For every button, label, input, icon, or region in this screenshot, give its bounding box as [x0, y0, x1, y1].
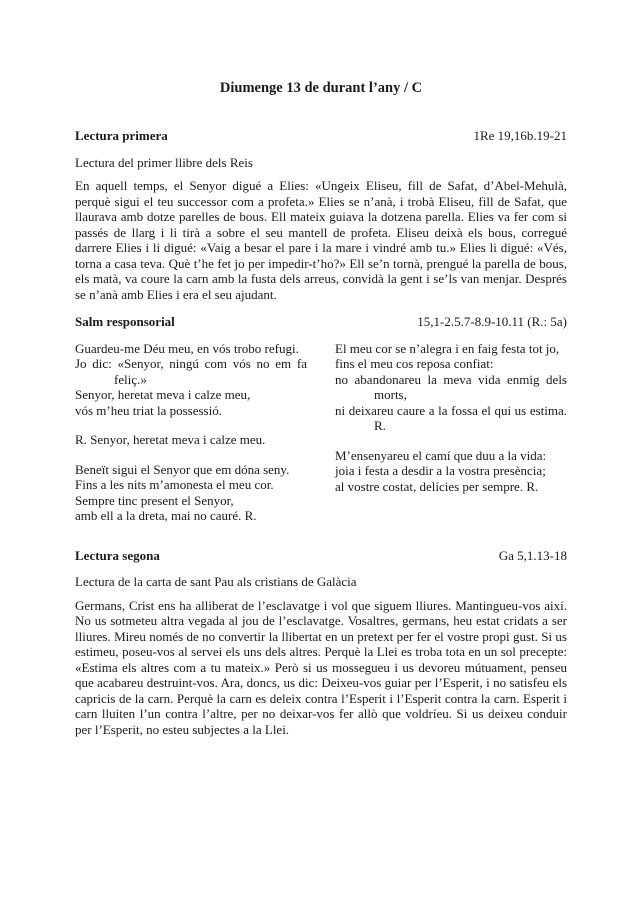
psalm-stanza [335, 448, 567, 495]
verse-line: Beneït sigui el Senyor que em dóna seny. [75, 461, 290, 477]
second-reading-source: Lectura de la carta de sant Pau als cristians de Galàcia [75, 574, 357, 589]
verse-line: Fins a les nits m’amonesta el meu cor. [75, 477, 274, 492]
first-reading-heading-row [75, 128, 567, 144]
first-reading-reference: 1Re 19,16b.19-21 [473, 128, 567, 143]
verse-line: fins el meu cos reposa confiat: [335, 356, 494, 371]
verse-line: al vostre costat, delícies per sempre. R. [335, 478, 539, 494]
first-reading-body: En aquell temps, el Senyor digué a Elies: «Ungeix Eliseu, fill de Safat, d’Abel-Mehulà, perquè sigui el teu successor com a profeta.» Elies se n’anà, i trobà Eliseu, fill de Safat, que llaurava amb dotze parelles de bous. Ell mateix guiava la dotzena parella. Elies va fer com si passés de llarg i li tirà a sobre el seu mantell de profeta. Eliseu deixà els bous, corregué darrere Elies i li digué: «Vaig a besar el pare i la mare i vindré amb tu.» Elies li digué: «Vés, torna a casa teva. Què t’he fet jo per impedir-t’ho?» Ell se’n tornà, prengué la parella de bous, els matà, va coure la carn amb la fusta dels arreus, convidà la gent i se’ls van menjar. Després se n’anà amb Elies i era el seu ajudant. [75, 178, 567, 302]
verse-line: no abandonareu la meva vida enmig dels morts, [335, 371, 567, 402]
psalm-heading-row [75, 314, 567, 330]
verse-line: El meu cor se n’alegra i en faig festa tot jo, [335, 340, 560, 356]
verse-line: Senyor, heretat meva i calze meu, [75, 387, 251, 402]
second-reading-body: Germans, Crist ens ha alliberat de l’esclavatge i vol que siguem lliures. Mantingueu-vos així. No us sotmeteu altra vegada al jou de l’esclavatge. Vosaltres, germans, heu estat cridats a ser lliures. Mireu només de no convertir la llibertat en un pretext per fer el vostre propi gust. Si us estimeu, poseu-vos al servei els uns dels altres. Perquè la Llei es troba tota en un sol precepte: «Estima els altres com a tu mateix.» Però si us mossegueu i us devoreu mútuament, penseu que acabareu destruint-vos. Ara, doncs, us dic: Deixeu-vos guiar per l’Esperit, i no satisfeu els capricis de la carn. Perquè la carn es deleix contra l’Esperit i l’Esperit contra la carn. Esperit i carn lluiten l’un contra l’altre, per no deixar-vos fer allò que voldríeu. Si us deixeu conduir per l’Esperit, no esteu subjectes a la Llei. [75, 597, 567, 737]
first-reading-source: Lectura del primer llibre dels Reis [75, 154, 253, 170]
psalm-reference: 15,1-2.5.7-8.9-10.11 (R.: 5a) [417, 314, 567, 329]
psalm-stanza [335, 341, 567, 434]
psalm-response [75, 432, 307, 448]
verse-line: Guardeu-me Déu meu, en vós trobo refugi. [75, 340, 299, 356]
section-first-reading [75, 128, 567, 302]
psalm-right-column [335, 341, 567, 524]
verse-line: joia i festa a desdir a la vostra presència; [335, 463, 546, 478]
section-psalm [75, 314, 567, 524]
verse-line: Sempre tinc present el Senyor, [75, 492, 234, 508]
verse-line: vós m’heu triat la possessió. [75, 402, 222, 418]
verse-line: M’ensenyareu el camí que duu a la vida: [335, 447, 547, 463]
section-second-reading [75, 548, 567, 738]
second-reading-reference: Ga 5,1.13-18 [498, 547, 567, 563]
psalm-columns [75, 341, 567, 524]
first-reading-heading: Lectura primera [75, 128, 168, 143]
verse-line: Jo dic: «Senyor, ningú com vós no em fa feliç.» [75, 356, 307, 387]
second-reading-heading-row [75, 548, 567, 564]
second-reading-heading: Lectura segona [75, 547, 160, 563]
psalm-stanza [75, 462, 307, 524]
verse-line: ni deixareu caure a la fossa el qui us estima. R. [335, 402, 567, 433]
verse-line: amb ell a la dreta, mai no cauré. R. [75, 508, 257, 523]
verse-line: R. Senyor, heretat meva i calze meu. [75, 432, 266, 447]
psalm-stanza [75, 341, 307, 419]
page-title: Diumenge 13 de durant l’any / C [219, 80, 423, 96]
psalm-heading: Salm responsorial [75, 314, 175, 329]
psalm-left-column [75, 341, 307, 524]
